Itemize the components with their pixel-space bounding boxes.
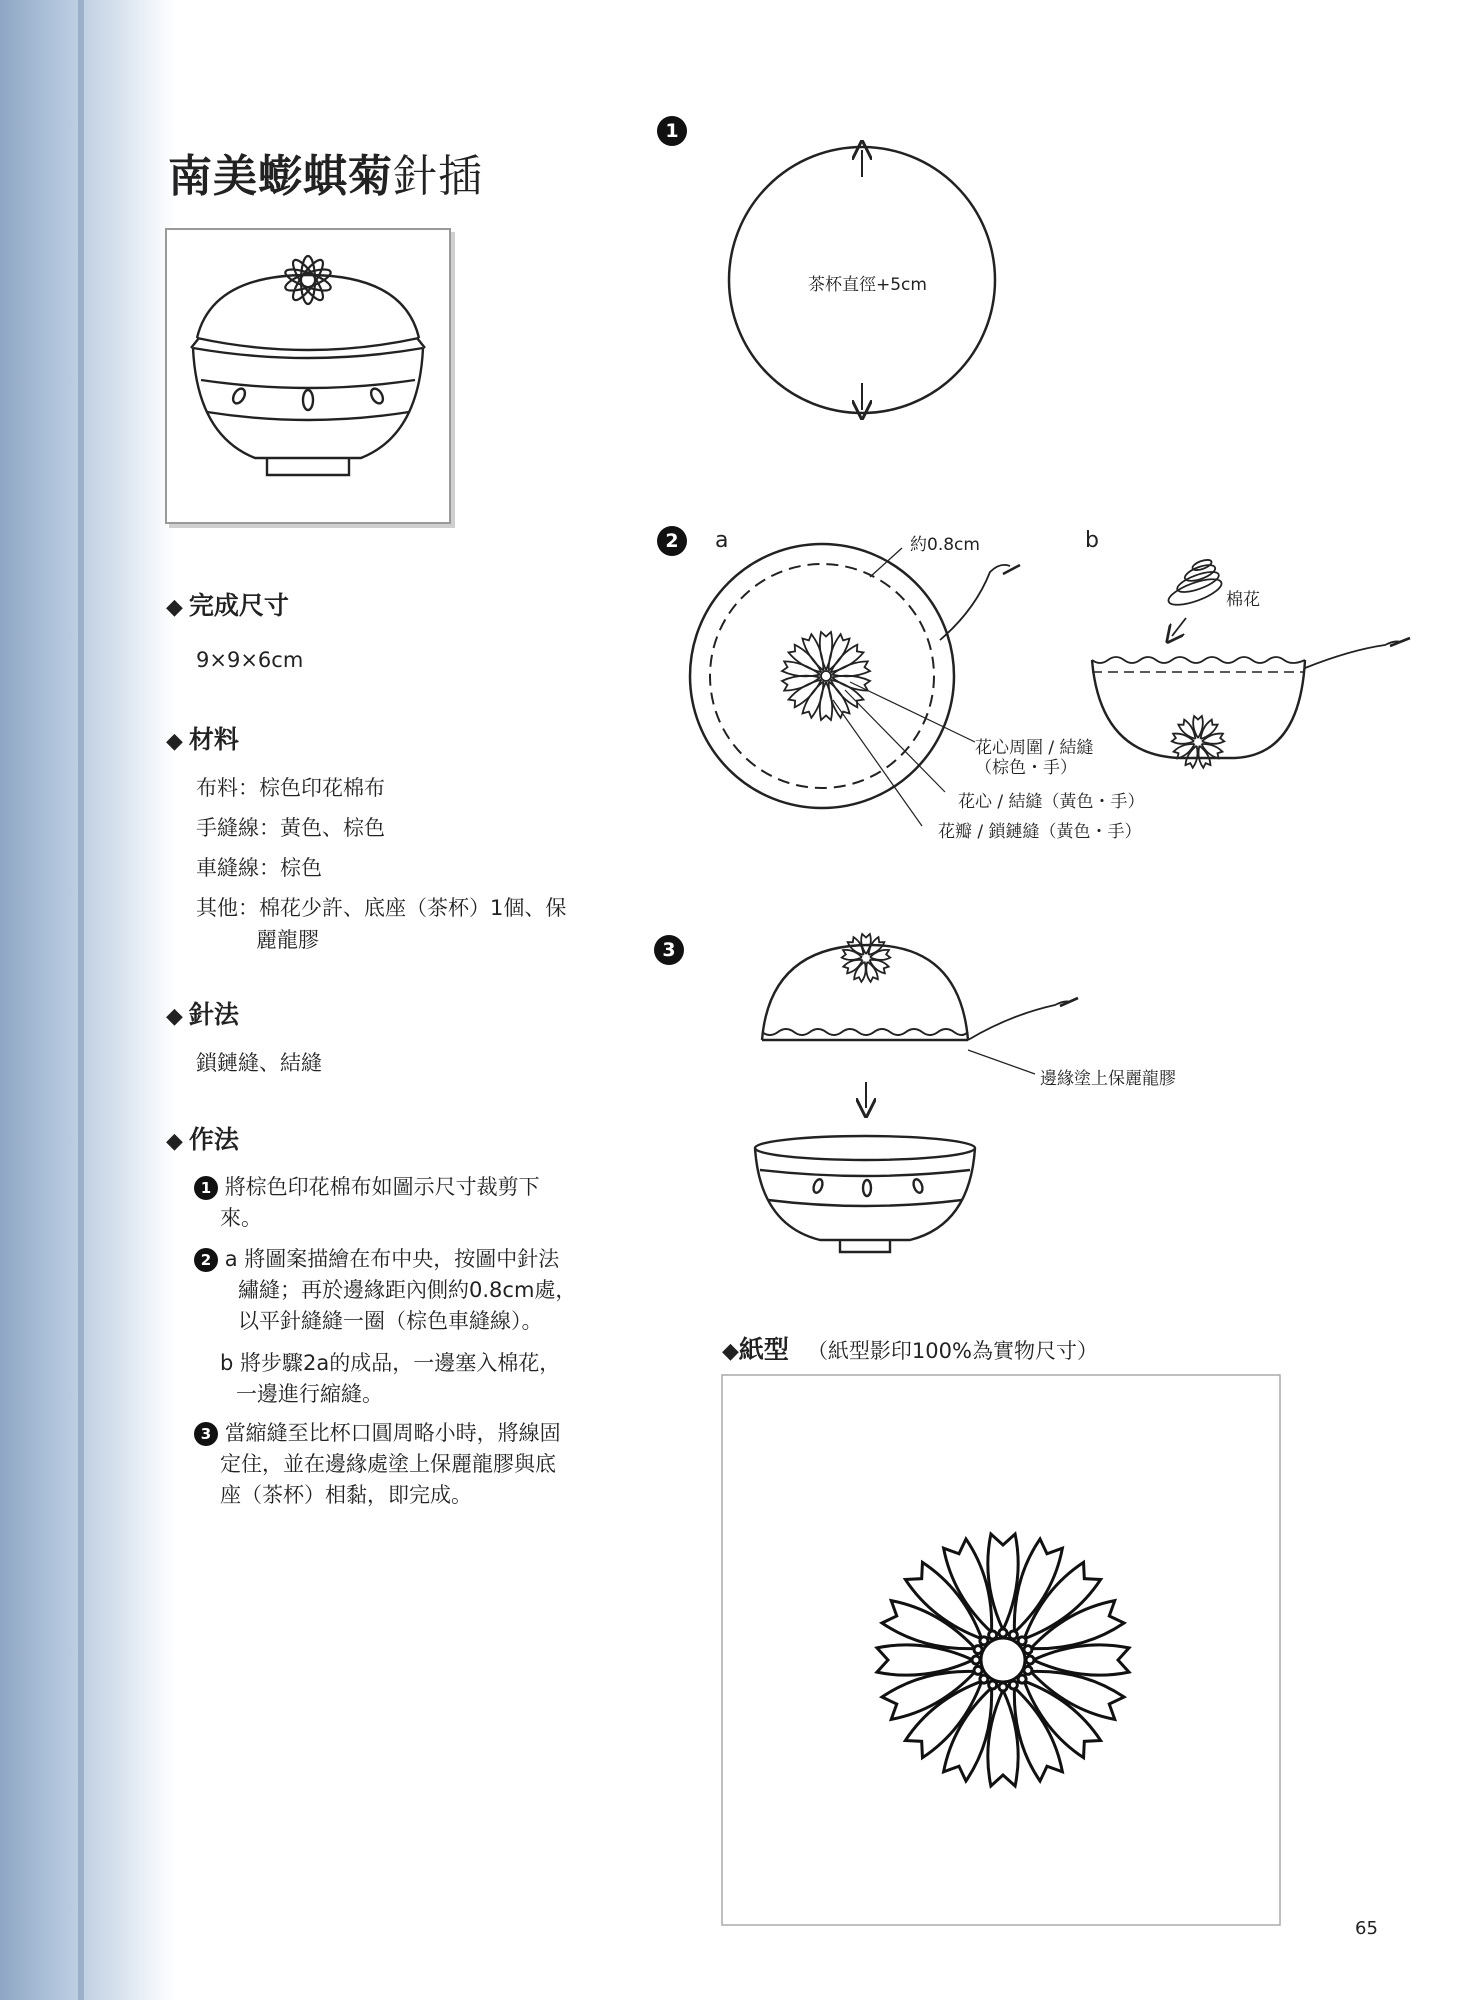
diagram-2a-flower — [782, 632, 871, 720]
cotton-swirl — [1166, 558, 1225, 610]
petal — [820, 632, 832, 670]
center-knot — [974, 1666, 982, 1674]
thread-2a — [940, 565, 1010, 640]
center-knot — [972, 1656, 980, 1664]
pattern-flower — [877, 1534, 1129, 1786]
diagram-1-label: 茶杯直徑+5cm — [808, 275, 927, 295]
material-others: 其他：棉花少許、底座（茶杯）1個、保 — [196, 896, 567, 920]
center-knot — [1018, 1675, 1026, 1683]
size-heading: ◆ 完成尺寸 — [166, 591, 289, 620]
gap-label: 約0.8cm — [910, 535, 980, 555]
center-knot — [1024, 1646, 1032, 1654]
center-knot — [1024, 1666, 1032, 1674]
center-knot — [980, 1637, 988, 1645]
pattern-note: （紙型影印100%為實物尺寸） — [806, 1339, 1098, 1363]
method-step-2a: 2 a 將圖案描繪在布中央，按圖中針法 繡縫；再於邊緣距內側約0.8cm處， 以平針縫縫一圈（棕色車縫線）。 — [194, 1244, 576, 1337]
diagram-2a-letter: a — [715, 528, 729, 553]
material-hand-thread: 手縫線：黃色、棕色 — [196, 816, 385, 840]
diagram-3-number: 3 — [654, 935, 684, 965]
petal — [1013, 1560, 1102, 1649]
diagram-2b-bowl — [1092, 638, 1410, 758]
diagram-2-number: 2 — [657, 526, 687, 556]
method-step-1: 1 將棕色印花棉布如圖示尺寸裁剪下 來。 — [194, 1172, 540, 1234]
center-knot — [999, 1683, 1007, 1691]
material-others-cont: 麗龍膠 — [256, 928, 319, 952]
center-knot — [1009, 1681, 1017, 1689]
cotton-label: 棉花 — [1226, 590, 1260, 610]
center-knot — [1018, 1637, 1026, 1645]
callout-petals: 花瓣 / 鎖鏈縫（黃色・手） — [938, 822, 1142, 842]
callout-center-surround: 花心周圍 / 結縫 — [975, 738, 1094, 758]
diagram-2b-flower — [1172, 716, 1225, 768]
title-main: 南美蟛蜞菊 — [168, 151, 393, 202]
petal — [1013, 1670, 1102, 1759]
stitches-heading: ◆ 針法 — [166, 1000, 239, 1029]
petal — [1178, 719, 1200, 742]
method-step-2b: b 將步驟2a的成品，一邊塞入棉花， 一邊進行縮縫。 — [220, 1351, 561, 1406]
diagram-2b-letter: b — [1085, 528, 1099, 553]
petal — [903, 1670, 992, 1759]
center-knot — [974, 1646, 982, 1654]
diagram-2a-circle — [690, 544, 954, 808]
diagram-1-number: 1 — [657, 116, 687, 146]
title-suffix: 針插 — [393, 151, 483, 202]
materials-heading: ◆ 材料 — [166, 725, 239, 754]
stitches-value: 鎖鏈縫、結縫 — [196, 1051, 322, 1075]
callout-center: 花心 / 結縫（黃色・手） — [958, 792, 1145, 812]
page-number: 65 — [1355, 1918, 1378, 1939]
method-heading: ◆ 作法 — [166, 1125, 239, 1154]
diagram-3-cup — [755, 1136, 975, 1252]
pattern-box — [722, 1375, 1280, 1925]
material-machine-thread: 車縫線：棕色 — [196, 856, 322, 880]
glue-label: 邊緣塗上保麗龍膠 — [1040, 1069, 1176, 1089]
pattern-heading: ◆紙型 （紙型影印100%為實物尺寸） — [722, 1335, 1098, 1364]
center-knot — [1009, 1631, 1017, 1639]
petal — [865, 937, 885, 959]
method-step-3: 3 當縮縫至比杯口圓周略小時，將線固 定住，並在邊緣處塗上保麗龍膠與底 座（茶杯）相黏，即完成。 — [194, 1418, 561, 1511]
center-knot — [980, 1675, 988, 1683]
center-knot — [1026, 1656, 1034, 1664]
diagram-3-cushion — [762, 945, 1078, 1040]
petal — [1197, 719, 1219, 742]
petal — [903, 1560, 992, 1649]
center-knot — [999, 1629, 1007, 1637]
size-value: 9×9×6cm — [196, 648, 304, 672]
petal — [847, 937, 867, 959]
flower-center — [821, 671, 831, 681]
center-knot — [989, 1631, 997, 1639]
material-fabric: 布料：棕色印花棉布 — [196, 776, 385, 800]
callout-center-surround-color: （棕色・手） — [975, 758, 1077, 778]
petal — [820, 682, 832, 720]
center-knot — [989, 1681, 997, 1689]
diagram-3-flower — [842, 934, 891, 982]
